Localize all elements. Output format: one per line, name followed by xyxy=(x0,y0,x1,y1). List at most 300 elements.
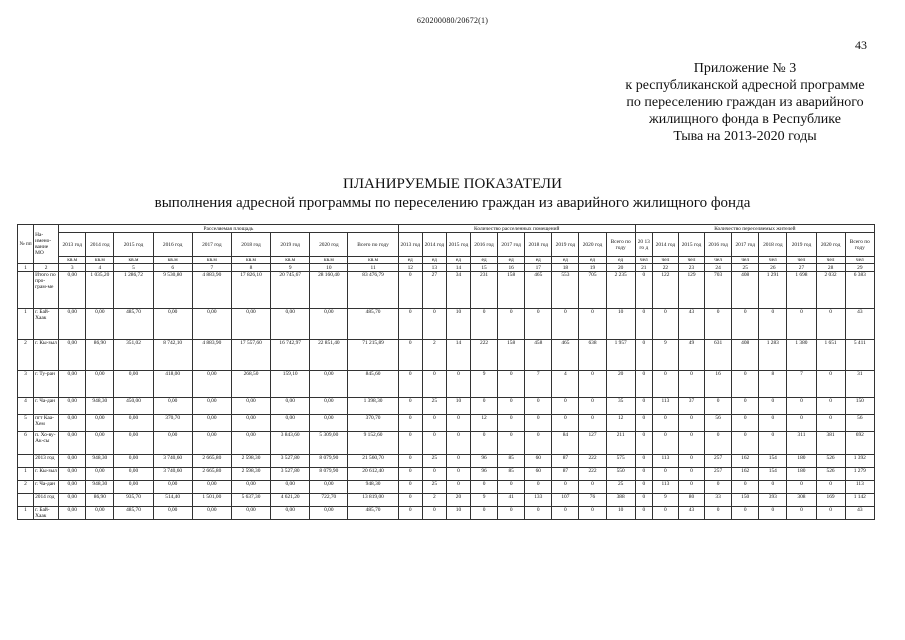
table-cell: 41 xyxy=(498,494,525,507)
table-cell: 485,70 xyxy=(348,309,398,340)
table-cell: 20 xyxy=(446,494,470,507)
table-cell: 8 079,90 xyxy=(310,468,348,481)
table-cell: 14 xyxy=(446,340,470,371)
table-cell: 0,00 xyxy=(231,481,270,494)
header-municipality: На-имено-вание МО xyxy=(34,225,59,264)
table-cell: 162 xyxy=(732,455,759,468)
unit-label: ед xyxy=(498,257,525,264)
table-cell: 0 xyxy=(635,494,652,507)
table-cell: 3 843,60 xyxy=(271,432,310,455)
table-cell: 60 xyxy=(525,468,552,481)
table-cell: 0 xyxy=(579,507,606,520)
table-cell: 85 xyxy=(498,468,525,481)
table-cell: 0,00 xyxy=(271,507,310,520)
table-cell: 25 xyxy=(422,481,446,494)
table-cell: 0 xyxy=(398,415,422,432)
table-row xyxy=(18,494,875,507)
unit-label: кв.м xyxy=(59,257,86,264)
column-number: 18 xyxy=(552,264,579,272)
table-cell: 8 xyxy=(759,371,787,398)
table-cell: 1 279 xyxy=(845,468,874,481)
appendix-line: Тыва на 2013-2020 годы xyxy=(673,129,817,144)
table-cell: 0,00 xyxy=(231,309,270,340)
table-cell: 0 xyxy=(787,309,816,340)
table-cell: 1 698 xyxy=(787,272,816,309)
appendix-line: жилищного фонда в Республике xyxy=(649,112,841,127)
table-cell: 0 xyxy=(552,481,579,494)
table-cell: 465 xyxy=(525,272,552,309)
table-cell: 0 xyxy=(398,432,422,455)
table-cell: 0 xyxy=(787,481,816,494)
column-number: 27 xyxy=(787,264,816,272)
table-cell: 2 xyxy=(18,481,34,494)
table-cell: 9 xyxy=(471,494,498,507)
column-number: 13 xyxy=(422,264,446,272)
table-cell: 150 xyxy=(845,398,874,415)
unit-label: чел xyxy=(816,257,845,264)
page-number: 43 xyxy=(855,38,867,52)
table-cell: 0 xyxy=(635,415,652,432)
unit-label: кв.м xyxy=(153,257,192,264)
table-cell: 0,00 xyxy=(310,481,348,494)
table-cell: 113 xyxy=(652,481,678,494)
table-cell: 9 xyxy=(652,494,678,507)
table-cell xyxy=(18,455,34,468)
table-cell: 268,50 xyxy=(231,371,270,398)
table-cell: 6 383 xyxy=(845,272,874,309)
table-cell: 0 xyxy=(422,507,446,520)
table-cell: 0 xyxy=(398,340,422,371)
table-cell: 0 xyxy=(705,309,732,340)
table-cell: 0 xyxy=(446,455,470,468)
table-cell: 0 xyxy=(552,507,579,520)
table-cell: 122 xyxy=(652,272,678,309)
table-cell: 0 xyxy=(552,415,579,432)
table-cell: 1 286,72 xyxy=(114,272,153,309)
table-cell: 0 xyxy=(759,415,787,432)
column-number: 4 xyxy=(86,264,114,272)
table-cell: 0,00 xyxy=(86,468,114,481)
header-group-people: Количество переселяемых жителей xyxy=(635,225,874,233)
table-cell: 86,90 xyxy=(86,494,114,507)
table-cell: 0 xyxy=(498,481,525,494)
table-cell: 0 xyxy=(422,415,446,432)
table-cell: 0 xyxy=(678,371,704,398)
table-cell: 0 xyxy=(398,455,422,468)
table-cell: 31 xyxy=(845,371,874,398)
table-cell: 87 xyxy=(552,455,579,468)
table-cell: 0 xyxy=(579,371,606,398)
table-cell: 0 xyxy=(759,398,787,415)
table-cell: 0 xyxy=(705,481,732,494)
table-cell: 2 xyxy=(422,494,446,507)
table-cell: 9 152,60 xyxy=(348,432,398,455)
table-cell: 0 xyxy=(398,371,422,398)
table-cell: 0 xyxy=(398,309,422,340)
table-cell: 80 xyxy=(678,494,704,507)
table-cell: 0,00 xyxy=(114,371,153,398)
table-cell: 5 411 xyxy=(845,340,874,371)
table-cell: 10 xyxy=(606,309,635,340)
table-cell: 4 621,20 xyxy=(271,494,310,507)
table-cell: 0,00 xyxy=(231,432,270,455)
table-cell: 10 xyxy=(606,507,635,520)
table-cell: 8 079,90 xyxy=(310,455,348,468)
table-cell: 159,10 xyxy=(271,371,310,398)
table-cell: 71 215,89 xyxy=(348,340,398,371)
table-cell: 7 xyxy=(525,371,552,398)
unit-label: ед xyxy=(422,257,446,264)
table-cell: 370,70 xyxy=(153,415,192,432)
table-cell: 948,30 xyxy=(86,481,114,494)
table-cell: 222 xyxy=(471,340,498,371)
table-cell: 25 xyxy=(422,398,446,415)
table-row xyxy=(18,507,875,520)
table-cell: 84 xyxy=(552,432,579,455)
table-cell: 37 xyxy=(678,398,704,415)
table-cell: 0 xyxy=(816,309,845,340)
table-cell: 16 xyxy=(705,371,732,398)
unit-label: чел xyxy=(635,257,652,264)
table-cell: 0 xyxy=(398,481,422,494)
table-cell: 0 xyxy=(635,309,652,340)
table-cell: 0 xyxy=(446,468,470,481)
table-cell: 935,70 xyxy=(114,494,153,507)
table-cell: 0 xyxy=(816,398,845,415)
header-number: № пп xyxy=(18,225,34,264)
table-cell: 0 xyxy=(635,371,652,398)
table-cell: 0,00 xyxy=(192,398,231,415)
table-cell: 0 xyxy=(498,309,525,340)
table-cell: 0,00 xyxy=(192,309,231,340)
unit-label: ед xyxy=(606,257,635,264)
table-cell: 3 xyxy=(18,371,34,398)
unit-label: кв.м xyxy=(271,257,310,264)
unit-label: кв.м xyxy=(348,257,398,264)
table-cell: 85 xyxy=(498,455,525,468)
table-cell: 526 xyxy=(816,468,845,481)
table-row xyxy=(18,468,875,481)
table-cell: 485,70 xyxy=(114,309,153,340)
appendix-line: Приложение № 3 xyxy=(693,61,797,76)
table-cell: 0 xyxy=(471,481,498,494)
column-number: 3 xyxy=(59,264,86,272)
table-cell: 1 xyxy=(18,468,34,481)
table-cell: 0,00 xyxy=(59,432,86,455)
table-cell: 0 xyxy=(422,309,446,340)
table-cell: 0,00 xyxy=(59,371,86,398)
column-number: 25 xyxy=(732,264,759,272)
table-cell: 43 xyxy=(678,507,704,520)
title-main: ПЛАНИРУЕМЫЕ ПОКАЗАТЕЛИ xyxy=(343,176,562,192)
table-cell: 705 xyxy=(579,272,606,309)
table-cell: 1 392 xyxy=(845,455,874,468)
column-number: 2 xyxy=(34,264,59,272)
header-group-area: Расселяемая площадь xyxy=(59,225,399,233)
table-cell: 381 xyxy=(816,432,845,455)
appendix-line: к республиканской адресной программе xyxy=(625,78,865,93)
table-cell: 526 xyxy=(816,455,845,468)
table-cell: 28 160,40 xyxy=(310,272,348,309)
table-cell: 845,60 xyxy=(348,371,398,398)
table-cell: 0 xyxy=(398,494,422,507)
table-cell: 0 xyxy=(579,398,606,415)
table-cell: 12 xyxy=(471,415,498,432)
table-cell: 107 xyxy=(552,494,579,507)
table-row xyxy=(18,371,875,398)
unit-label: ед xyxy=(525,257,552,264)
table-cell: 43 xyxy=(845,507,874,520)
table-cell: 34 xyxy=(446,272,470,309)
table-cell: 0,00 xyxy=(153,432,192,455)
table-cell: 0,00 xyxy=(59,398,86,415)
table-cell: 0,00 xyxy=(310,507,348,520)
unit-label: чел xyxy=(705,257,732,264)
table-cell: 0,00 xyxy=(86,507,114,520)
municipality-cell: г. Кы-зыл xyxy=(34,468,59,481)
municipality-cell: г. Ту-ран xyxy=(34,371,59,398)
column-header: 2013 год xyxy=(59,233,86,257)
appendix-line: по переселению граждан из аварийного xyxy=(626,95,864,110)
table-cell: 49 xyxy=(678,340,704,371)
table-cell: 10 xyxy=(446,507,470,520)
unit-label: ед xyxy=(398,257,422,264)
header-group-rooms: Количество расселенных помещений xyxy=(398,225,635,233)
table-cell: 0 xyxy=(652,371,678,398)
column-header: 2016 год xyxy=(471,233,498,257)
municipality-cell: пгт Каа-Хем xyxy=(34,415,59,432)
table-cell: 485,70 xyxy=(114,507,153,520)
table-cell: 0 xyxy=(705,398,732,415)
unit-label: ед xyxy=(471,257,498,264)
table-cell: 0 xyxy=(816,507,845,520)
table-cell: 0,00 xyxy=(153,507,192,520)
table-cell: 1 xyxy=(18,309,34,340)
table-cell: 4 xyxy=(552,371,579,398)
table-cell: 575 xyxy=(606,455,635,468)
table-cell: 0,00 xyxy=(86,309,114,340)
table-cell: 0 xyxy=(525,432,552,455)
table-cell: 113 xyxy=(845,481,874,494)
table-cell: 0,00 xyxy=(231,398,270,415)
indicators-table xyxy=(17,224,875,520)
table-cell: 1 142 xyxy=(845,494,874,507)
table-cell: 0,00 xyxy=(59,309,86,340)
table-cell: 0 xyxy=(816,415,845,432)
table-cell: 96 xyxy=(471,455,498,468)
table-cell: 0 xyxy=(732,309,759,340)
table-cell: 43 xyxy=(845,309,874,340)
table-cell: 20 xyxy=(606,371,635,398)
table-cell: 0 xyxy=(635,468,652,481)
table-cell: 0 xyxy=(552,398,579,415)
table-cell: 948,30 xyxy=(86,398,114,415)
column-header: Всего по году xyxy=(606,233,635,257)
table-cell: 0 xyxy=(652,415,678,432)
table-cell: 0 xyxy=(398,398,422,415)
table-cell: 0 xyxy=(525,481,552,494)
unit-label: ед xyxy=(552,257,579,264)
table-cell: 25 xyxy=(422,455,446,468)
table-cell: 0 xyxy=(398,468,422,481)
table-cell: 180 xyxy=(787,455,816,468)
table-cell: 0 xyxy=(635,272,652,309)
table-row xyxy=(18,455,875,468)
table-cell: 17 826,10 xyxy=(231,272,270,309)
column-number: 28 xyxy=(816,264,845,272)
table-cell: 113 xyxy=(652,398,678,415)
table-cell: 0 xyxy=(732,415,759,432)
table-cell: 0 xyxy=(759,481,787,494)
table-cell: 56 xyxy=(845,415,874,432)
municipality-cell: г. Ча-дан xyxy=(34,398,59,415)
table-row xyxy=(18,272,875,309)
municipality-cell: г. Бай-Хаак xyxy=(34,309,59,340)
column-header: 2018 год xyxy=(231,233,270,257)
table-cell: 0 xyxy=(816,371,845,398)
table-cell: 96 xyxy=(471,468,498,481)
column-number: 17 xyxy=(525,264,552,272)
column-number: 16 xyxy=(498,264,525,272)
table-cell: 5 xyxy=(18,415,34,432)
table-cell: 0,00 xyxy=(192,371,231,398)
table-cell: 25 xyxy=(606,481,635,494)
appendix-heading xyxy=(560,60,905,145)
table-cell: 0,00 xyxy=(271,309,310,340)
column-number: 11 xyxy=(348,264,398,272)
table-cell: 87 xyxy=(552,468,579,481)
table-cell: 83 476,79 xyxy=(348,272,398,309)
table-cell: 0 xyxy=(635,507,652,520)
table-cell: 76 xyxy=(579,494,606,507)
table-cell: 0 xyxy=(446,371,470,398)
table-cell: 5 309,00 xyxy=(310,432,348,455)
table-cell: 0,00 xyxy=(153,481,192,494)
table-cell: 0 xyxy=(732,398,759,415)
unit-label: кв.м xyxy=(192,257,231,264)
column-header: 2019 год xyxy=(271,233,310,257)
table-cell: 2 598,30 xyxy=(231,455,270,468)
table-cell: 27 xyxy=(422,272,446,309)
table-cell xyxy=(18,272,34,309)
table-cell: 0 xyxy=(635,432,652,455)
table-cell: 9 xyxy=(652,340,678,371)
table-cell: 0 xyxy=(652,468,678,481)
table-cell: 0 xyxy=(635,398,652,415)
table-cell: 0 xyxy=(678,468,704,481)
table-cell: 222 xyxy=(579,468,606,481)
table-cell: 257 xyxy=(705,468,732,481)
table-cell: 485,70 xyxy=(348,507,398,520)
column-number: 9 xyxy=(271,264,310,272)
table-cell: 0 xyxy=(446,432,470,455)
table-cell: 0 xyxy=(732,432,759,455)
table-cell: 0 xyxy=(732,371,759,398)
unit-label: кв.м xyxy=(231,257,270,264)
table-cell: 458 xyxy=(525,340,552,371)
table-cell: 0 xyxy=(471,432,498,455)
table-cell: 0 xyxy=(422,468,446,481)
table-cell: 0,00 xyxy=(231,507,270,520)
column-header: 2020 год xyxy=(310,233,348,257)
table-cell: 0 xyxy=(652,507,678,520)
table-cell: 0 xyxy=(525,398,552,415)
table-row xyxy=(18,432,875,455)
table-cell: 0,00 xyxy=(59,494,86,507)
table-cell: 450,00 xyxy=(114,398,153,415)
table-cell: 8 742,10 xyxy=(153,340,192,371)
municipality-cell: п. Хо-ву-Ак-сы xyxy=(34,432,59,455)
table-cell: 0,00 xyxy=(192,507,231,520)
table-cell: 0,00 xyxy=(310,309,348,340)
table-cell: 0,00 xyxy=(59,272,86,309)
table-cell: 86,90 xyxy=(86,340,114,371)
table-cell: 550 xyxy=(606,468,635,481)
table-cell: 2 032 xyxy=(816,272,845,309)
table-cell xyxy=(18,494,34,507)
municipality-cell: г. Бай-Хаак xyxy=(34,507,59,520)
table-cell: 129 xyxy=(678,272,704,309)
table-cell: 0 xyxy=(635,455,652,468)
column-header: 2019 год xyxy=(552,233,579,257)
table-cell: 0,00 xyxy=(310,371,348,398)
table-cell: 0,00 xyxy=(86,371,114,398)
table-cell: 231 xyxy=(471,272,498,309)
column-header: 2017 год xyxy=(498,233,525,257)
column-header: 2018 год xyxy=(759,233,787,257)
table-cell: 17 557,60 xyxy=(231,340,270,371)
table-cell: 3 527,80 xyxy=(271,455,310,468)
table-cell: 0,00 xyxy=(59,468,86,481)
table-cell: 0 xyxy=(471,398,498,415)
table-cell: 948,30 xyxy=(86,455,114,468)
table-cell: 3 527,80 xyxy=(271,468,310,481)
table-cell: 514,40 xyxy=(153,494,192,507)
column-header: 2016 год xyxy=(705,233,732,257)
table-cell: 0 xyxy=(446,481,470,494)
table-cell: 0,00 xyxy=(153,309,192,340)
table-cell: 0 xyxy=(787,398,816,415)
table-cell: 0,00 xyxy=(59,455,86,468)
column-number: 1 xyxy=(18,264,34,272)
unit-label: чел xyxy=(759,257,787,264)
column-header: 2020 год xyxy=(579,233,606,257)
table-cell: 158 xyxy=(498,272,525,309)
table-cell: 162 xyxy=(732,468,759,481)
table-cell: 3 740,60 xyxy=(153,455,192,468)
municipality-cell: Итого по про-грам-ме xyxy=(34,272,59,309)
table-cell: 1 501,00 xyxy=(192,494,231,507)
table-cell: 154 xyxy=(759,455,787,468)
table-cell: 0 xyxy=(678,415,704,432)
column-number: 14 xyxy=(446,264,470,272)
table-cell: 408 xyxy=(732,272,759,309)
table-cell: 0 xyxy=(498,507,525,520)
column-header: 20 13 го д xyxy=(635,233,652,257)
table-cell: 0 xyxy=(579,309,606,340)
table-cell: 1 283 xyxy=(759,340,787,371)
table-cell: 9 530,80 xyxy=(153,272,192,309)
table-cell: 0 xyxy=(635,340,652,371)
table-cell: 0 xyxy=(446,415,470,432)
table-cell: 10 xyxy=(446,398,470,415)
table-cell: 0 xyxy=(525,415,552,432)
table-cell: 0,00 xyxy=(310,415,348,432)
table-cell: 351,02 xyxy=(114,340,153,371)
table-cell: 0 xyxy=(705,432,732,455)
column-number: 6 xyxy=(153,264,192,272)
table-row xyxy=(18,481,875,494)
